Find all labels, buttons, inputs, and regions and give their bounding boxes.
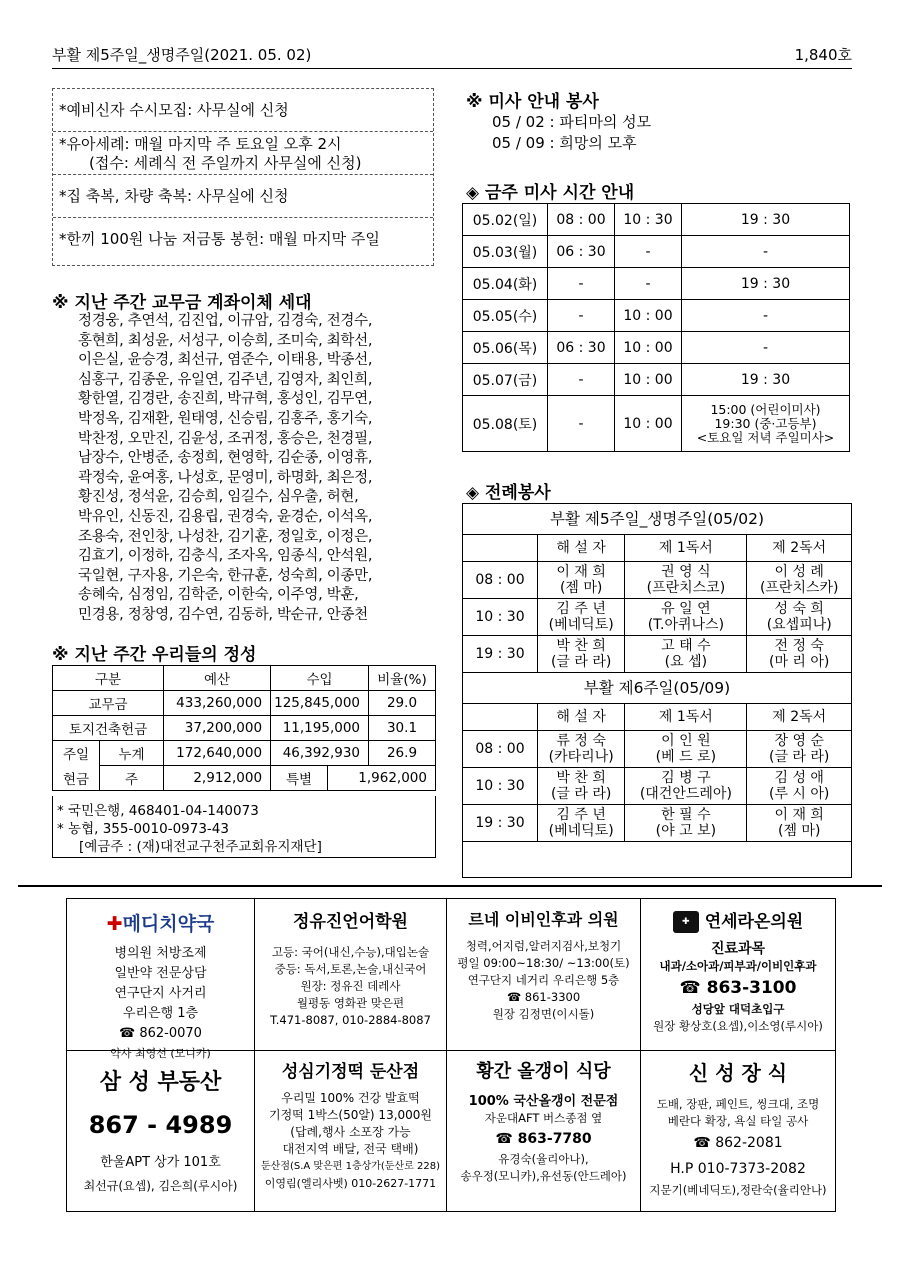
mass-note: <토요일 저녁 주일미사> bbox=[696, 429, 835, 445]
mass-time: 19 : 30 bbox=[682, 204, 850, 236]
issue-number: 1,840호 bbox=[794, 46, 852, 64]
bank-account-notes bbox=[52, 796, 436, 858]
minister-name: 이 성 례 bbox=[774, 564, 824, 580]
ad-line: 진료과목 bbox=[710, 941, 766, 957]
mass-date: 05.06(목) bbox=[463, 332, 548, 364]
ad-line: 송우정(모니카),유선동(안드레아) bbox=[460, 1169, 627, 1183]
mass-time: 10 : 00 bbox=[615, 396, 682, 452]
liturgy-time: 10 : 30 bbox=[463, 768, 538, 805]
finance-head-row bbox=[53, 666, 436, 691]
mass-times-title: ◈ 금주 미사 시간 안내 bbox=[466, 183, 635, 203]
liturgy-minister bbox=[538, 562, 625, 599]
mass-time: - bbox=[615, 268, 682, 300]
ad-rice-cake bbox=[255, 1051, 447, 1211]
ad-restaurant bbox=[447, 1051, 641, 1211]
bulletin-title: 부활 제5주일_생명주일(2021. 05. 02) bbox=[52, 46, 312, 64]
liturgy-row bbox=[463, 562, 851, 599]
liturgy-head: 제 2독서 bbox=[747, 535, 851, 562]
mass-time: - bbox=[548, 300, 615, 332]
ad-line: 기정떡 1박스(50알) 13,000원 bbox=[268, 1108, 433, 1122]
raon-logo-icon: ✚ bbox=[673, 911, 699, 933]
notice-baptism-sub: (접수: 세례식 전 주일까지 사무실에 신청) bbox=[89, 154, 362, 172]
liturgy-head: 제 2독서 bbox=[747, 704, 851, 731]
liturgy-minister bbox=[625, 731, 747, 768]
liturgy-head: 제 1독서 bbox=[625, 704, 747, 731]
ad-raon-title bbox=[641, 907, 835, 933]
bulletin-header bbox=[52, 44, 852, 65]
ad-line: 최선규(요셉), 김은희(루시아) bbox=[83, 1179, 238, 1193]
transfer-name-line: 송혜숙, 심정임, 김학준, 이한숙, 이주영, 박훈, bbox=[78, 587, 359, 604]
bank-account-line: * 농협, 355-0010-0973-43 bbox=[57, 821, 229, 837]
ad-title: 정유진언어학원 bbox=[293, 912, 408, 932]
minister-baptismal-name: (요 셉) bbox=[664, 654, 708, 670]
liturgy-minister bbox=[625, 805, 747, 842]
ads-grid bbox=[66, 898, 836, 1212]
minister-name: 김 주 년 bbox=[556, 807, 606, 823]
mass-time: - bbox=[548, 268, 615, 300]
ad-title-text: 연세라온의원 bbox=[704, 912, 804, 932]
ad-line: 이영림(엘리사벳) 010-2627-1771 bbox=[264, 1177, 437, 1190]
mass-time: 10 : 00 bbox=[615, 332, 682, 364]
liturgy-minister bbox=[538, 636, 625, 673]
mass-time-row bbox=[463, 236, 850, 268]
finance-cell: 26.9 bbox=[369, 741, 436, 766]
mass-time: 19 : 30 bbox=[682, 268, 850, 300]
ad-line: 유경숙(율리아나), bbox=[498, 1152, 589, 1166]
transfer-name-line: 국일현, 구자용, 기은숙, 한규훈, 성숙희, 이종만, bbox=[78, 567, 373, 584]
transfer-name-line: 이은실, 윤승경, 최선규, 염준수, 이태용, 박종선, bbox=[78, 352, 373, 369]
liturgy-time: 19 : 30 bbox=[463, 805, 538, 842]
finance-cell: 1,962,000 bbox=[328, 766, 436, 791]
mass-time: 10 : 00 bbox=[615, 364, 682, 396]
mass-time: - bbox=[548, 364, 615, 396]
finance-cell: 433,260,000 bbox=[164, 691, 271, 716]
mass-service-item: 05 / 09 : 희망의 모후 bbox=[492, 134, 637, 152]
finance-cell: 30.1 bbox=[369, 716, 436, 741]
ad-language-academy bbox=[255, 899, 447, 1051]
mass-service-item: 05 / 02 : 파티마의 성모 bbox=[492, 113, 652, 131]
transfer-name-list bbox=[78, 312, 438, 626]
ad-line: 연구단지 사거리 bbox=[114, 986, 207, 1001]
minister-name: 김 성 애 bbox=[774, 770, 824, 786]
finance-row bbox=[53, 691, 436, 716]
finance-head: 구분 bbox=[53, 666, 164, 691]
finance-cell: 주일 bbox=[53, 741, 100, 766]
liturgy-minister bbox=[538, 731, 625, 768]
ad-line: 일반약 전문상담 bbox=[114, 966, 207, 981]
transfer-name-line: 황한열, 김경란, 송진희, 박규혁, 홍성인, 김무연, bbox=[78, 391, 373, 408]
mass-note: 15:00 (어린이미사) bbox=[710, 401, 821, 417]
liturgy-row bbox=[463, 768, 851, 805]
mass-date: 05.04(화) bbox=[463, 268, 548, 300]
minister-baptismal-name: (대건안드레아) bbox=[639, 786, 732, 802]
ad-title: 성심기정떡 둔산점 bbox=[281, 1062, 420, 1082]
mass-time: 06 : 30 bbox=[548, 236, 615, 268]
transfer-name-line: 민경용, 정창영, 김수연, 김동하, 박순규, 안종천 bbox=[78, 606, 368, 623]
finance-cell: 누계 bbox=[100, 741, 164, 766]
minister-baptismal-name: (젬 마) bbox=[777, 823, 821, 839]
minister-name: 고 태 수 bbox=[661, 638, 711, 654]
mass-date: 05.08(토) bbox=[463, 396, 548, 452]
minister-baptismal-name: (글 라 라) bbox=[550, 786, 612, 802]
liturgy-minister bbox=[747, 599, 851, 636]
ad-line: ☎ 862-2081 bbox=[693, 1135, 783, 1151]
liturgy-minister bbox=[538, 768, 625, 805]
ad-line: 성당앞 대덕초입구 bbox=[691, 1002, 785, 1016]
liturgy-minister bbox=[538, 805, 625, 842]
finance-head: 예산 bbox=[164, 666, 271, 691]
minister-baptismal-name: (젬 마) bbox=[559, 580, 603, 596]
ad-line: 한울APT 상가 101호 bbox=[100, 1155, 221, 1170]
minister-baptismal-name: (글 라 라) bbox=[769, 749, 830, 765]
ad-line: 자운대AFT 버스종점 옆 bbox=[484, 1111, 603, 1125]
minister-name: 류 정 숙 bbox=[556, 733, 606, 749]
mass-time: - bbox=[548, 396, 615, 452]
liturgy-minister bbox=[747, 636, 851, 673]
mass-time: - bbox=[682, 236, 850, 268]
liturgy-head-blank bbox=[463, 704, 538, 731]
transfer-name-line: 김효기, 이정하, 김충식, 조자옥, 임종식, 안석원, bbox=[78, 548, 373, 565]
bank-account-line: * 국민은행, 468401-04-140073 bbox=[57, 803, 259, 819]
minister-baptismal-name: (베네딕토) bbox=[548, 823, 614, 839]
ad-title: 황간 올갱이 식당 bbox=[476, 1061, 611, 1082]
finance-section-title: ※ 지난 주간 우리들의 정성 bbox=[52, 645, 257, 665]
transfer-name-line: 황진성, 정석윤, 김승희, 임길수, 심우출, 허현, bbox=[78, 489, 359, 506]
finance-head: 수입 bbox=[271, 666, 369, 691]
ad-line: 내과/소아과/피부과/이비인후과 bbox=[659, 959, 817, 973]
minister-name: 김 주 년 bbox=[556, 601, 606, 617]
finance-cell: 172,640,000 bbox=[164, 741, 271, 766]
ad-line: 원장 황상호(요셉),이소영(루시아) bbox=[653, 1019, 823, 1033]
ad-interior bbox=[641, 1051, 835, 1211]
mass-time-row bbox=[463, 396, 850, 452]
ad-line: 도배, 장판, 페인트, 씽크대, 조명 bbox=[656, 1097, 820, 1111]
ad-ent-clinic bbox=[447, 899, 641, 1051]
ad-line: 중등: 독서,토론,논술,내신국어 bbox=[274, 962, 427, 976]
liturgy-time: 10 : 30 bbox=[463, 599, 538, 636]
ad-line: T.471-8087, 010-2884-8087 bbox=[270, 1013, 431, 1027]
ad-line: 병의원 처방조제 bbox=[114, 946, 207, 961]
liturgy-row bbox=[463, 805, 851, 842]
ad-line: (답례,행사 소포장 가능 bbox=[290, 1125, 411, 1139]
minister-baptismal-name: (루 시 아) bbox=[769, 786, 830, 802]
liturgy-head: 해 설 자 bbox=[538, 535, 625, 562]
mass-time: 10 : 30 bbox=[615, 204, 682, 236]
ad-line: ☎ 861-3300 bbox=[506, 990, 581, 1004]
ad-line: 연구단지 네거리 우리은행 5층 bbox=[467, 973, 620, 987]
ad-line: 고등: 국어(내신,수능),대입논술 bbox=[271, 945, 430, 959]
mass-service-list bbox=[492, 112, 651, 154]
liturgy-minister bbox=[747, 768, 851, 805]
mass-time: - bbox=[615, 236, 682, 268]
ad-title: 삼 성 부동산 bbox=[99, 1070, 222, 1095]
liturgy-minister bbox=[747, 731, 851, 768]
mass-times-table bbox=[462, 203, 850, 452]
liturgy-head: 제 1독서 bbox=[625, 535, 747, 562]
finance-cell: 주 bbox=[100, 766, 164, 791]
liturgy-title: ◈ 전례봉사 bbox=[466, 483, 551, 503]
liturgy-minister bbox=[625, 562, 747, 599]
transfer-name-line: 박정옥, 김재환, 원태영, 신승림, 김홍주, 홍기숙, bbox=[78, 410, 373, 427]
minister-baptismal-name: (T.아퀴나스) bbox=[647, 617, 725, 633]
account-holder: [예금주 : (재)대전교구천주교회유지재단] bbox=[79, 839, 322, 855]
liturgy-minister bbox=[538, 599, 625, 636]
liturgy-head: 해 설 자 bbox=[538, 704, 625, 731]
liturgy-minister bbox=[625, 768, 747, 805]
liturgy-minister bbox=[747, 805, 851, 842]
liturgy-week-title: 부활 제5주일_생명주일(05/02) bbox=[463, 504, 851, 535]
finance-cell: 125,845,000 bbox=[271, 691, 369, 716]
mass-time-row bbox=[463, 268, 850, 300]
ads-divider bbox=[18, 885, 882, 887]
liturgy-head-blank bbox=[463, 535, 538, 562]
ad-line: 원장: 정유진 데레사 bbox=[300, 979, 401, 993]
transfer-name-line: 조용숙, 전인창, 나성찬, 김기훈, 정일호, 이정은, bbox=[78, 528, 373, 545]
finance-cell: 교무금 bbox=[53, 691, 164, 716]
ad-pharmacy-title bbox=[67, 909, 254, 936]
notice-coin-bank: *한끼 100원 나눔 저금통 봉헌: 매월 마지막 주일 bbox=[59, 230, 380, 248]
mass-time bbox=[682, 396, 850, 452]
transfer-name-line: 심홍구, 김종운, 유일연, 김주년, 김영자, 최인희, bbox=[78, 371, 373, 388]
finance-cell: 토지건축헌금 bbox=[53, 716, 164, 741]
mass-time-row bbox=[463, 364, 850, 396]
pharmacy-cross-icon: ✚ bbox=[106, 913, 123, 935]
minister-name: 이 재 희 bbox=[774, 807, 824, 823]
minister-name: 이 재 희 bbox=[556, 564, 606, 580]
mass-note: 19:30 (중·고등부) bbox=[714, 415, 817, 431]
finance-cell: 2,912,000 bbox=[164, 766, 271, 791]
liturgy-time: 08 : 00 bbox=[463, 562, 538, 599]
minister-name: 성 숙 희 bbox=[774, 601, 824, 617]
minister-baptismal-name: (프란치스카) bbox=[759, 580, 839, 596]
finance-cell: 29.0 bbox=[369, 691, 436, 716]
liturgy-time: 19 : 30 bbox=[463, 636, 538, 673]
mass-time: 19 : 30 bbox=[682, 364, 850, 396]
notice-blessing: *집 축복, 차량 축복: 사무실에 신청 bbox=[53, 175, 433, 218]
mass-time: - bbox=[682, 300, 850, 332]
minister-name: 권 영 식 bbox=[661, 564, 711, 580]
minister-name: 박 찬 희 bbox=[556, 770, 606, 786]
ad-line: 우리은행 1층 bbox=[122, 1006, 199, 1021]
ad-line: 대전지역 배달, 전국 택배) bbox=[282, 1142, 419, 1156]
mass-time: 10 : 00 bbox=[615, 300, 682, 332]
liturgy-head-row bbox=[463, 535, 851, 562]
ad-line: 둔산점(S.A 맞은편 1층상가(둔산로 228) bbox=[261, 1161, 440, 1172]
transfer-name-line: 박유인, 신동진, 김용립, 권경숙, 윤경순, 이석옥, bbox=[78, 508, 373, 525]
transfer-section-title: ※ 지난 주간 교무금 계좌이체 세대 bbox=[52, 293, 312, 313]
notice-box bbox=[52, 88, 434, 266]
liturgy-week-title: 부활 제6주일(05/09) bbox=[463, 673, 851, 704]
mass-date: 05.03(월) bbox=[463, 236, 548, 268]
minister-baptismal-name: (카타리나) bbox=[548, 749, 614, 765]
transfer-name-line: 홍현희, 최성윤, 서성구, 이승희, 조미숙, 최학선, bbox=[78, 332, 373, 349]
finance-head: 비율(%) bbox=[369, 666, 436, 691]
transfer-name-line: 남장수, 안병준, 송정희, 현영학, 김순종, 이영휴, bbox=[78, 450, 373, 467]
liturgy-head-row bbox=[463, 704, 851, 731]
finance-cell: 11,195,000 bbox=[271, 716, 369, 741]
ad-pharmacy bbox=[67, 899, 255, 1060]
ad-title: 신 성 장 식 bbox=[688, 1061, 788, 1085]
minister-name: 한 필 수 bbox=[661, 807, 711, 823]
minister-baptismal-name: (베네딕토) bbox=[548, 617, 614, 633]
minister-name: 박 찬 희 bbox=[556, 638, 606, 654]
transfer-name-line: 곽정숙, 윤여홍, 나성호, 문영미, 하명화, 최은정, bbox=[78, 469, 373, 486]
ad-realestate bbox=[67, 1051, 255, 1211]
minister-name: 유 일 연 bbox=[661, 601, 711, 617]
mass-time: 08 : 00 bbox=[548, 204, 615, 236]
mass-date: 05.05(수) bbox=[463, 300, 548, 332]
header-divider bbox=[52, 68, 852, 69]
ad-line: 지문기(베네딕도),정란숙(율리안나) bbox=[649, 1183, 827, 1197]
mass-date: 05.02(일) bbox=[463, 204, 548, 236]
liturgy-week-title-row bbox=[463, 673, 851, 704]
finance-row bbox=[53, 741, 436, 766]
liturgy-box bbox=[462, 503, 852, 878]
mass-time-row bbox=[463, 332, 850, 364]
finance-cell: 46,392,930 bbox=[271, 741, 369, 766]
notice-infant-baptism bbox=[53, 132, 433, 175]
finance-table bbox=[52, 665, 436, 791]
ad-line: ☎ 863-3100 bbox=[679, 978, 797, 998]
minister-baptismal-name: (요셉피나) bbox=[766, 617, 832, 633]
mass-date: 05.07(금) bbox=[463, 364, 548, 396]
mass-time: 06 : 30 bbox=[548, 332, 615, 364]
ad-line: 월평동 영화관 맞은편 bbox=[296, 996, 405, 1010]
finance-cell: 특별 bbox=[271, 766, 328, 791]
transfer-name-line: 박찬정, 오만진, 김윤성, 조귀정, 홍승은, 천경필, bbox=[78, 430, 373, 447]
ad-line: H.P 010-7373-2082 bbox=[670, 1161, 806, 1177]
liturgy-time: 08 : 00 bbox=[463, 731, 538, 768]
minister-baptismal-name: (글 라 라) bbox=[550, 654, 612, 670]
ad-line: 청력,어지럼,알러지검사,보청기 bbox=[465, 939, 622, 953]
ad-line: 100% 국산올갱이 전문점 bbox=[468, 1094, 619, 1109]
liturgy-minister bbox=[625, 636, 747, 673]
finance-row bbox=[53, 766, 436, 791]
ad-line: 우리밀 100% 건강 발효떡 bbox=[281, 1091, 420, 1105]
liturgy-week-title-row bbox=[463, 504, 851, 535]
minister-name: 김 병 구 bbox=[661, 770, 711, 786]
minister-baptismal-name: (야 고 보) bbox=[655, 823, 717, 839]
ad-title-text: 메디치약국 bbox=[122, 913, 215, 935]
ad-line: 평일 09:00~18:30/ ~13:00(토) bbox=[457, 956, 630, 970]
ad-line: 약사 최영선 (모니카) bbox=[110, 1047, 211, 1060]
finance-row bbox=[53, 716, 436, 741]
ad-line: 원장 김정면(이시돌) bbox=[492, 1007, 595, 1021]
minister-name: 이 인 원 bbox=[661, 733, 711, 749]
ad-line: 베란다 확장, 욕실 타일 공사 bbox=[667, 1114, 809, 1128]
mass-time-row bbox=[463, 300, 850, 332]
liturgy-row bbox=[463, 636, 851, 673]
mass-service-title: ※ 미사 안내 봉사 bbox=[466, 92, 599, 112]
ad-line: ☎ 863-7780 bbox=[495, 1131, 592, 1147]
ad-line: ☎ 862-0070 bbox=[119, 1026, 202, 1041]
mass-time-row bbox=[463, 204, 850, 236]
finance-cell: 현금 bbox=[53, 766, 100, 791]
ad-raon-clinic bbox=[641, 899, 835, 1051]
liturgy-minister bbox=[747, 562, 851, 599]
liturgy-table bbox=[463, 504, 851, 842]
ad-title: 르네 이비인후과 의원 bbox=[468, 910, 619, 929]
liturgy-row bbox=[463, 599, 851, 636]
liturgy-minister bbox=[625, 599, 747, 636]
finance-cell: 37,200,000 bbox=[164, 716, 271, 741]
notice-baptism-line: *유아세례: 매월 마지막 주 토요일 오후 2시 bbox=[59, 135, 342, 153]
minister-name: 전 정 숙 bbox=[774, 638, 824, 654]
mass-time: - bbox=[682, 332, 850, 364]
minister-baptismal-name: (프란치스코) bbox=[646, 580, 726, 596]
minister-baptismal-name: (베 드 로) bbox=[655, 749, 717, 765]
liturgy-row bbox=[463, 731, 851, 768]
ad-line: 867 - 4989 bbox=[88, 1111, 233, 1139]
minister-name: 장 영 순 bbox=[774, 733, 824, 749]
minister-baptismal-name: (마 리 아) bbox=[769, 654, 830, 670]
notice-catechumen: *예비신자 수시모집: 사무실에 신청 bbox=[53, 89, 433, 132]
transfer-name-line: 정경웅, 추연석, 김진업, 이규암, 김경숙, 전경수, bbox=[78, 313, 373, 329]
